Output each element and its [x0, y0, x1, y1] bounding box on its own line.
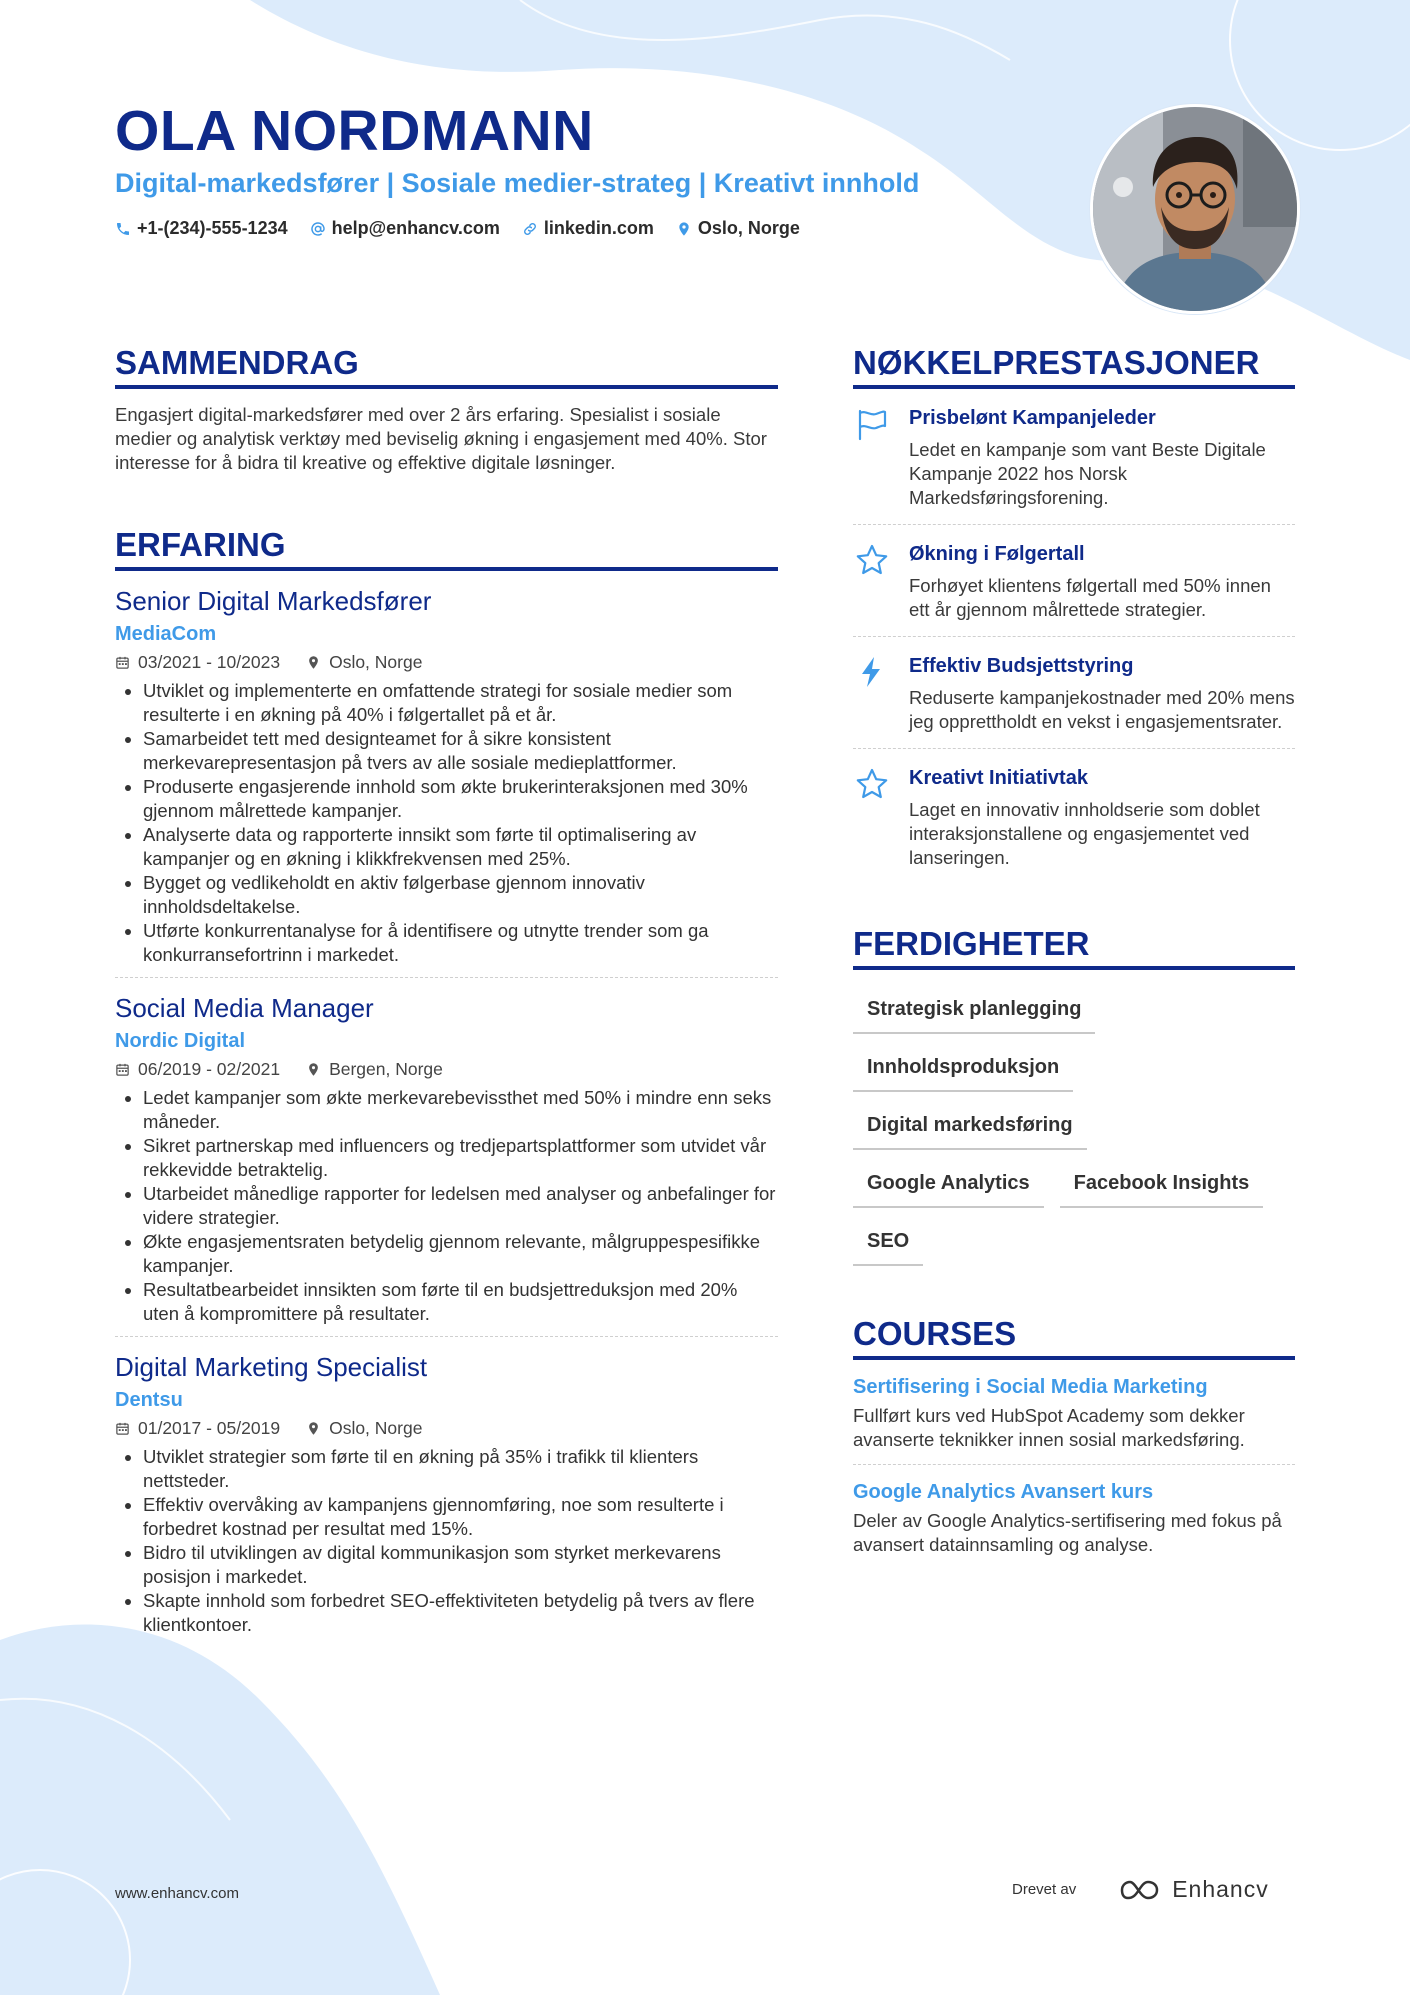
achievement-body — [909, 653, 1295, 734]
calendar-icon — [115, 655, 130, 670]
achievement-title: Effektiv Budsjettstyring — [909, 655, 1134, 677]
job-bullet: • Bidro til utviklingen av digital kommunikasjon som styrket merkevarens posisjon i markedet. — [143, 1541, 778, 1589]
flag-icon — [853, 405, 891, 510]
job-location-text: Oslo, Norge — [329, 1418, 423, 1438]
left-column — [115, 343, 778, 1647]
job-location — [306, 1058, 443, 1080]
linkedin-text: linkedin.com — [543, 218, 654, 238]
job-bullet: • Produserte engasjerende innhold som økte brukerinteraksjonen med 30% gjennom målrettede kampanjer. — [143, 775, 778, 823]
location-pin-icon — [306, 655, 321, 670]
course-desc: Fullført kurs ved HubSpot Academy som dekker avanserte teknikker innen sosial markedsføring. — [853, 1405, 1245, 1450]
achievement-title: Prisbelønt Kampanjeleder — [909, 407, 1156, 429]
job-meta — [115, 651, 778, 673]
achievement-desc: Reduserte kampanjekostnader med 20% mens jeg opprettholdt en vekst i engasjementsrater. — [909, 687, 1295, 732]
job-bullet: • Sikret partnerskap med influencers og tredjepartsplattformer som utvidet vår rekkevidde betraktelig. — [143, 1134, 778, 1182]
job-dates-text: 06/2019 - 02/2021 — [138, 1059, 281, 1079]
achievement-desc: Ledet en kampanje som vant Beste Digitale Kampanje 2022 hos Norsk Markedsføringsforening. — [909, 439, 1266, 508]
contact-location — [676, 218, 800, 239]
location-pin-icon — [306, 1421, 321, 1436]
course-desc: Deler av Google Analytics-sertifisering med fokus på avansert datainnsamling og analyse. — [853, 1510, 1282, 1555]
job-bullet: • Samarbeidet tett med designteamet for å sikre konsistent merkevarepresentasjon på tvers av alle sosiale medieplattformer. — [143, 727, 778, 775]
job-bullet: • Effektiv overvåking av kampanjens gjennomføring, noe som resulterte i forbedret kostnad per resultat med 15%. — [143, 1493, 778, 1541]
summary-heading: SAMMENDRAG — [115, 343, 778, 389]
course-title: Sertifisering i Social Media Marketing — [853, 1376, 1208, 1398]
summary-section — [115, 343, 778, 475]
course-item — [853, 1465, 1295, 1569]
calendar-icon — [115, 1062, 130, 1077]
job-bullet: • Skapte innhold som forbedret SEO-effektiviteten betydelig på tvers av flere klientkontoer. — [143, 1589, 778, 1637]
contact-linkedin[interactable] — [522, 218, 654, 239]
experience-section — [115, 525, 778, 1647]
achievement-body — [909, 405, 1295, 510]
job-entry — [115, 978, 778, 1337]
location-pin-icon — [676, 221, 692, 237]
job-dates — [115, 1417, 280, 1439]
job-bullet: • Økte engasjementsraten betydelig gjennom relevante, målgruppespesifikke kampanjer. — [143, 1230, 778, 1278]
enhancv-logo[interactable] — [1118, 1876, 1269, 1903]
link-icon — [522, 221, 538, 237]
skills-section — [853, 924, 1295, 1266]
job-bullet: • Utarbeidet månedlige rapporter for ledelsen med analyser og anbefalinger for videre strategier. — [143, 1182, 778, 1230]
achievement-title: Kreativt Initiativtak — [909, 767, 1088, 789]
candidate-headline: Digital-markedsfører | Sosiale medier-strateg | Kreativt innhold — [115, 168, 920, 198]
profile-photo — [1090, 104, 1300, 314]
footer-branding — [1012, 1876, 1269, 1903]
job-bullet: • Utførte konkurrentanalyse for å identifisere og utnytte trender som ga konkurransefortrinn i markedet. — [143, 919, 778, 967]
powered-by-text: Drevet av — [1012, 1881, 1077, 1898]
job-bullet: • Bygget og vedlikeholdt en aktiv følgerbase gjennom innovativ innholdsdeltakelse. — [143, 871, 778, 919]
contact-email[interactable] — [310, 218, 500, 239]
email-text: help@enhancv.com — [331, 218, 500, 238]
job-meta — [115, 1058, 778, 1080]
job-location — [306, 651, 422, 673]
job-bullet: • Utviklet strategier som førte til en økning på 35% i trafikk til klienters nettsteder. — [143, 1445, 778, 1493]
brand-text: Enhancv — [1172, 1876, 1269, 1902]
footer-website[interactable]: www.enhancv.com — [115, 1885, 239, 1902]
achievement-title: Økning i Følgertall — [909, 543, 1085, 565]
job-bullet: • Resultatbearbeidet innsikten som førte til en budsjettreduksjon med 20% uten å kompromittere på resultater. — [143, 1278, 778, 1326]
job-company: Nordic Digital — [115, 1030, 246, 1052]
summary-text: Engasjert digital-markedsfører med over 2 års erfaring. Spesialist i sosiale medier og analytisk verktøy med beviselig økning i engasjement med 40%. Stor interesse for å bidra til kreative og effektive digitale løsninger. — [115, 404, 767, 473]
job-company: MediaCom — [115, 623, 217, 645]
achievement-item — [853, 749, 1295, 884]
job-bullets — [115, 1086, 778, 1326]
courses-section — [853, 1314, 1295, 1569]
job-dates — [115, 651, 280, 673]
calendar-icon — [115, 1421, 130, 1436]
experience-heading: ERFARING — [115, 525, 778, 571]
job-location-text: Oslo, Norge — [329, 652, 423, 672]
right-column — [853, 343, 1295, 1569]
skill-tag: Strategisk planlegging — [853, 988, 1095, 1034]
skill-tag: Digital markedsføring — [853, 1104, 1087, 1150]
enhancv-logo-icon — [1118, 1877, 1162, 1903]
skill-tag: SEO — [853, 1220, 923, 1266]
job-bullet: • Ledet kampanjer som økte merkevarebevissthet med 50% i mindre enn seks måneder. — [143, 1086, 778, 1134]
achievement-desc: Laget en innovativ innholdserie som doblet interaksjonstallene og engasjementet ved lanseringen. — [909, 799, 1260, 868]
achievements-heading: NØKKELPRESTASJONER — [853, 343, 1295, 389]
course-title: Google Analytics Avansert kurs — [853, 1481, 1154, 1503]
job-entry — [115, 1337, 778, 1647]
achievement-item — [853, 389, 1295, 525]
achievement-body — [909, 541, 1295, 622]
candidate-name: OLA NORDMANN — [115, 99, 594, 163]
achievement-desc: Forhøyet klientens følgertall med 50% innen ett år gjennom målrettede strategier. — [909, 575, 1271, 620]
job-bullets — [115, 1445, 778, 1637]
at-icon — [310, 221, 326, 237]
job-title: Digital Marketing Specialist — [115, 1352, 428, 1382]
lightning-icon — [853, 653, 891, 734]
course-item — [853, 1360, 1295, 1465]
job-location — [306, 1417, 422, 1439]
skill-tag: Google Analytics — [853, 1162, 1044, 1208]
contact-phone[interactable] — [115, 218, 288, 239]
achievement-item — [853, 525, 1295, 637]
job-bullet: • Analyserte data og rapporterte innsikt som førte til optimalisering av kampanjer og en økning i klikkfrekvensen med 25%. — [143, 823, 778, 871]
skill-tag: Facebook Insights — [1060, 1162, 1264, 1208]
star-icon — [853, 765, 891, 870]
job-dates-text: 01/2017 - 05/2019 — [138, 1418, 281, 1438]
job-meta — [115, 1417, 778, 1439]
star-icon — [853, 541, 891, 622]
contact-bar — [115, 218, 800, 239]
job-bullet: • Utviklet og implementerte en omfattende strategi for sosiale medier som resulterte i en økning på 40% i følgertallet på et år. — [143, 679, 778, 727]
location-text: Oslo, Norge — [697, 218, 800, 238]
achievements-section — [853, 343, 1295, 884]
skills-heading: FERDIGHETER — [853, 924, 1295, 970]
achievement-item — [853, 637, 1295, 749]
skills-list — [853, 988, 1295, 1266]
phone-text: +1-(234)-555-1234 — [137, 218, 288, 238]
phone-icon — [115, 221, 131, 237]
job-bullets — [115, 679, 778, 967]
job-location-text: Bergen, Norge — [329, 1059, 443, 1079]
job-dates — [115, 1058, 280, 1080]
job-title: Senior Digital Markedsfører — [115, 586, 432, 616]
job-dates-text: 03/2021 - 10/2023 — [138, 652, 281, 672]
job-entry — [115, 571, 778, 978]
job-company: Dentsu — [115, 1389, 183, 1411]
job-title: Social Media Manager — [115, 993, 374, 1023]
achievement-body — [909, 765, 1295, 870]
location-pin-icon — [306, 1062, 321, 1077]
skill-tag: Innholdsproduksjon — [853, 1046, 1073, 1092]
courses-heading: COURSES — [853, 1314, 1295, 1360]
